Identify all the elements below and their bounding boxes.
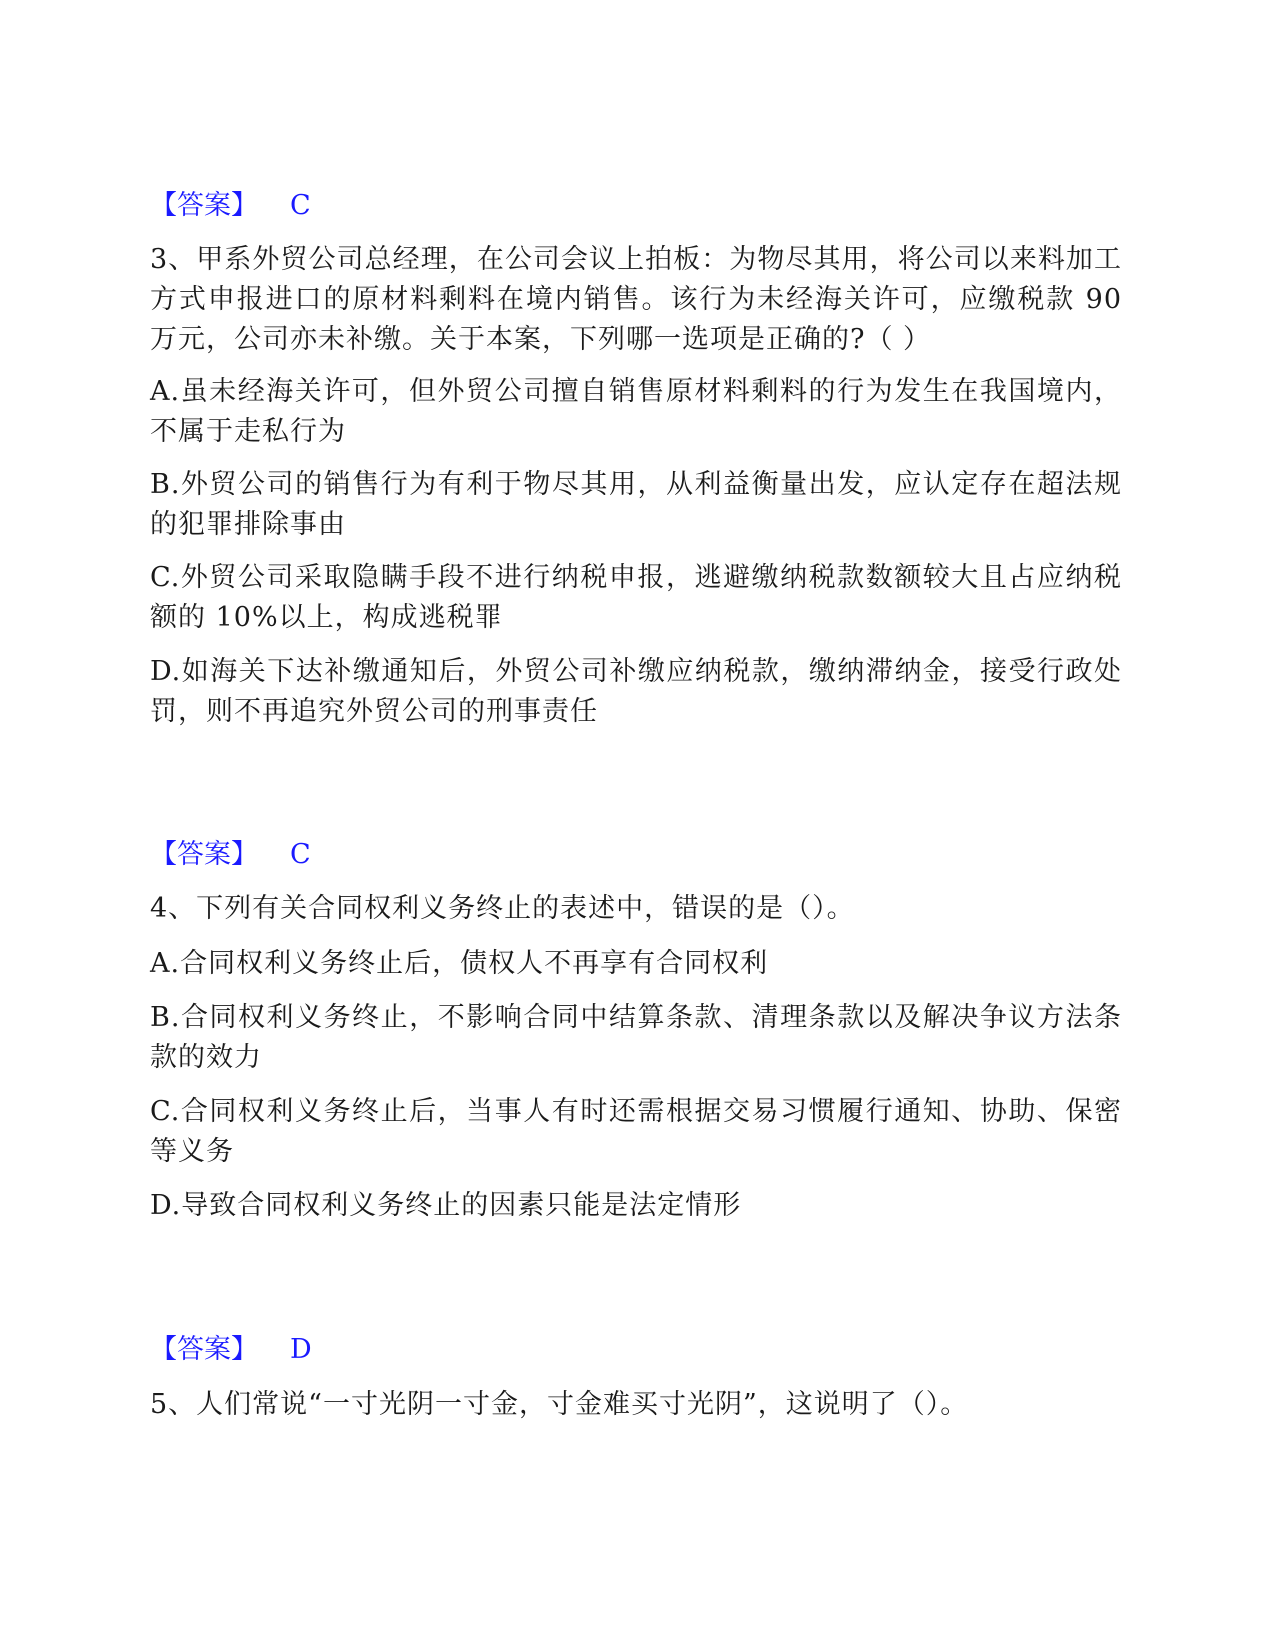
question-3-stem: 3、甲系外贸公司总经理，在公司会议上拍板：为物尽其用，将公司以来料加工方式申报进口的原材料剩料在境内销售。该行为未经海关许可，应缴税款 90 万元，公司亦未补缴。关于本案，下列哪一选项是正确的?（ ） (150, 244, 1122, 355)
question-5-stem: 5、人们常说“一寸光阴一寸金，寸金难买寸光阴”，这说明了（）。 (150, 1389, 969, 1420)
question-3-option-a: A.虽未经海关许可，但外贸公司擅自销售原材料剩料的行为发生在我国境内，不属于走私行为 (150, 376, 1122, 447)
answer-line-q2 (150, 186, 311, 226)
answer-line-q4 (150, 1330, 312, 1370)
question-3-option-d: D.如海关下达补缴通知后，外贸公司补缴应纳税款，缴纳滞纳金，接受行政处罚，则不再追究外贸公司的刑事责任 (150, 656, 1122, 727)
answer-label: 【答案】 (150, 839, 258, 870)
answer-line-q3 (150, 835, 311, 875)
question-4-option-b: B.合同权利义务终止，不影响合同中结算条款、清理条款以及解决争议方法条款的效力 (150, 1002, 1122, 1073)
question-4-option-d: D.导致合同权利义务终止的因素只能是法定情形 (150, 1190, 742, 1221)
answer-label: 【答案】 (150, 1334, 258, 1365)
question-4-stem: 4、下列有关合同权利义务终止的表述中，错误的是（）。 (150, 893, 855, 924)
answer-value: C (290, 839, 311, 870)
answer-label: 【答案】 (150, 190, 258, 221)
question-3-option-b: B.外贸公司的销售行为有利于物尽其用，从利益衡量出发，应认定存在超法规的犯罪排除事由 (150, 469, 1122, 540)
question-4-option-c: C.合同权利义务终止后，当事人有时还需根据交易习惯履行通知、协助、保密等义务 (150, 1096, 1122, 1167)
question-4-option-a: A.合同权利义务终止后，债权人不再享有合同权利 (150, 948, 769, 979)
answer-value: C (290, 190, 311, 221)
question-3-option-c: C.外贸公司采取隐瞒手段不进行纳税申报，逃避缴纳税款数额较大且占应纳税额的 10%以上，构成逃税罪 (150, 562, 1122, 633)
answer-value: D (290, 1334, 312, 1365)
